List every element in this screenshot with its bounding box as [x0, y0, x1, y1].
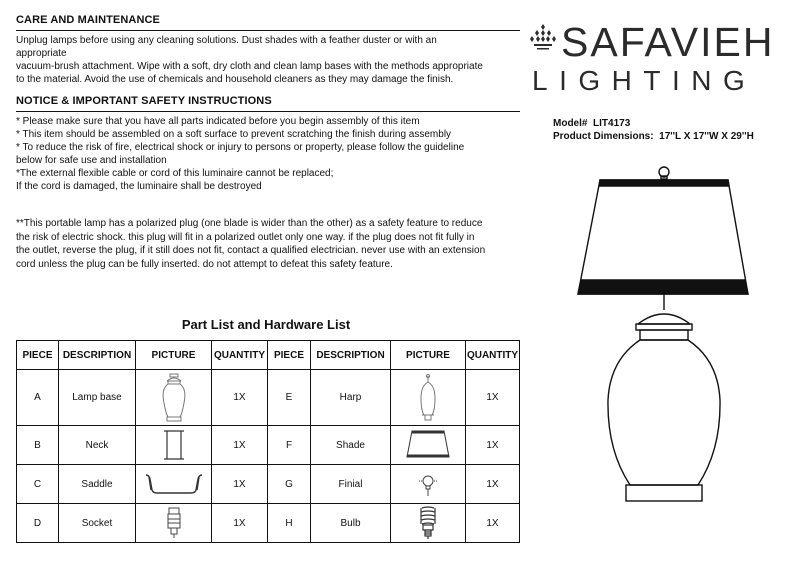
picture-cell — [391, 370, 466, 426]
quantity: 1X — [212, 370, 268, 426]
piece-letter: B — [17, 426, 59, 465]
piece-description: Shade — [311, 426, 391, 465]
lamp-base-icon — [159, 373, 189, 423]
safety-line: below for safe use and installation — [16, 155, 167, 166]
table-row — [17, 426, 520, 465]
safety-line: *The external flexible cable or cord of this luminaire cannot be replaced; — [16, 168, 334, 179]
quantity: 1X — [212, 426, 268, 465]
quantity: 1X — [212, 465, 268, 504]
safety-text — [16, 115, 520, 193]
piece-letter: E — [268, 370, 311, 426]
bulb-icon — [416, 505, 440, 541]
care-line: Unplug lamps before using any cleaning solutions. Dust shades with a feather duster or with an — [16, 35, 437, 46]
picture-cell — [391, 465, 466, 504]
model-info — [553, 117, 754, 143]
safety-line: If the cord is damaged, the luminaire shall be destroyed — [16, 181, 262, 192]
shade-icon — [405, 429, 451, 461]
header-quantity: QUANTITY — [212, 341, 268, 370]
table-row — [17, 370, 520, 426]
picture-cell — [136, 426, 212, 465]
instructions-column — [16, 14, 520, 271]
quantity: 1X — [466, 504, 520, 543]
quantity: 1X — [212, 504, 268, 543]
piece-letter: C — [17, 465, 59, 504]
piece-letter: D — [17, 504, 59, 543]
header-piece: PIECE — [268, 341, 311, 370]
safety-line: * This item should be assembled on a soft surface to prevent scratching the finish during assembly — [16, 129, 452, 140]
quantity: 1X — [466, 370, 520, 426]
plug-note-line: **This portable lamp has a polarized plug (one blade is wider than the other) as a safety feature to reduce — [16, 218, 483, 229]
dimensions-value: 17''L X 17''W X 29''H — [659, 131, 754, 142]
picture-cell — [136, 370, 212, 426]
piece-description: Saddle — [59, 465, 136, 504]
header-picture: PICTURE — [391, 341, 466, 370]
brand-logo — [528, 20, 796, 100]
table-row — [17, 504, 520, 543]
care-line: to the material. Avoid the use of chemicals and household cleaners as they may damage the finish. — [16, 74, 454, 85]
care-line: appropriate — [16, 48, 67, 59]
header-piece: PIECE — [17, 341, 59, 370]
piece-description: Bulb — [311, 504, 391, 543]
piece-description: Harp — [311, 370, 391, 426]
dimensions-label: Product Dimensions: — [553, 131, 654, 142]
model-number: LIT4173 — [593, 118, 631, 129]
piece-letter: A — [17, 370, 59, 426]
chandelier-logo-icon — [528, 24, 558, 58]
table-header-row — [17, 341, 520, 370]
neck-icon — [159, 428, 189, 462]
piece-description: Finial — [311, 465, 391, 504]
piece-letter: G — [268, 465, 311, 504]
parts-table — [16, 340, 520, 543]
polarized-plug-note — [16, 217, 520, 271]
parts-list-title: Part List and Hardware List — [181, 317, 351, 332]
table-row — [17, 465, 520, 504]
care-title: CARE AND MAINTENANCE — [16, 14, 520, 31]
lamp-illustration — [560, 160, 780, 520]
model-label: Model# — [553, 118, 588, 129]
harp-icon — [414, 374, 442, 422]
saddle-icon — [144, 471, 204, 497]
header-description: DESCRIPTION — [59, 341, 136, 370]
safety-title: NOTICE & IMPORTANT SAFETY INSTRUCTIONS — [16, 95, 520, 112]
safety-line: * Please make sure that you have all parts indicated before you begin assembly of this item — [16, 116, 420, 127]
brand-subtitle: LIGHTING — [532, 65, 757, 96]
plug-note-line: the risk of electric shock. this plug will fit in a polarized outlet only one way. if the plug does not fit fully in — [16, 231, 475, 243]
brand-name: SAFAVIEH — [561, 19, 775, 65]
care-line: vacuum-brush attachment. Wipe with a soft, dry cloth and clean lamp bases with the methods appropriate — [16, 61, 483, 72]
safety-line: * To reduce the risk of fire, electrical shock or injury to persons or property, please follow the guideline — [16, 142, 465, 153]
picture-cell — [391, 504, 466, 543]
plug-note-line: the outlet, reverse the plug, if it still does not fit, contact a qualified electrician. never use with an extension — [16, 245, 486, 256]
picture-cell — [391, 426, 466, 465]
plug-note-line: cord unless the plug can be fully inserted. do not attempt to defeat this safety feature. — [16, 258, 393, 270]
piece-description: Socket — [59, 504, 136, 543]
quantity: 1X — [466, 465, 520, 504]
header-description: DESCRIPTION — [311, 341, 391, 370]
header-quantity: QUANTITY — [466, 341, 520, 370]
care-text — [16, 34, 520, 86]
finial-icon — [413, 469, 443, 499]
piece-description: Neck — [59, 426, 136, 465]
piece-letter: F — [268, 426, 311, 465]
picture-cell — [136, 465, 212, 504]
socket-icon — [164, 506, 184, 540]
piece-description: Lamp base — [59, 370, 136, 426]
picture-cell — [136, 504, 212, 543]
header-picture: PICTURE — [136, 341, 212, 370]
piece-letter: H — [268, 504, 311, 543]
quantity: 1X — [466, 426, 520, 465]
